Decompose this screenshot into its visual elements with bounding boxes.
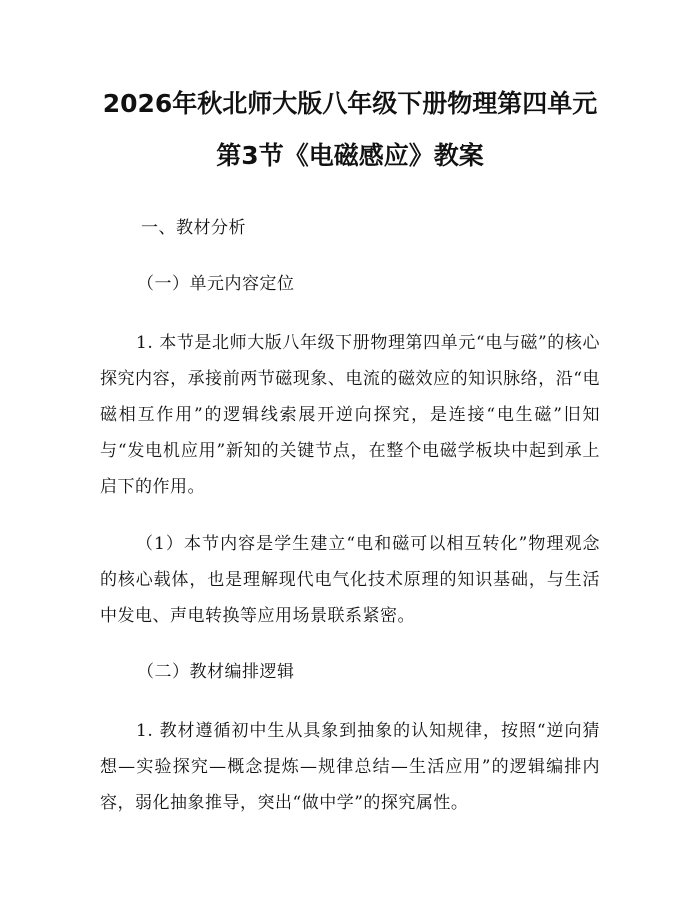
paragraph-unit-positioning-2: （1）本节内容是学生建立“电和磁可以相互转化”物理观念的核心载体，也是理解现代电气化技术原理的知识基础，与生活中发电、声电转换等应用场景联系紧密。 [100,534,600,626]
subsection-heading-material-arrangement: （二）教材编排逻辑 [137,662,295,682]
document-title-line-1: 2026年秋北师大版八年级下册物理第四单元 [102,89,598,118]
paragraph-unit-positioning-1: 1. 本节是北师大版八年级下册物理第四单元“电与磁”的核心探究内容，承接前两节磁现象、电流的磁效应的知识脉络，沿“电磁相互作用”的逻辑线索展开逆向探究，是连接“电生磁”旧知与“发电机应用”新知的关键节点，在整个电磁学板块中起到承上启下的作用。 [100,333,600,497]
section-heading-teaching-material-analysis: 一、教材分析 [141,218,246,238]
subsection-heading-unit-positioning: （一）单元内容定位 [137,274,295,294]
paragraph-material-arrangement-1: 1. 教材遵循初中生从具象到抽象的认知规律，按照“逆向猜想—实验探究—概念提炼—规律总结—生活应用”的逻辑编排内容，弱化抽象推导，突出“做中学”的探究属性。 [100,721,600,813]
document-title-line-2: 第3节《电磁感应》教案 [216,141,484,170]
